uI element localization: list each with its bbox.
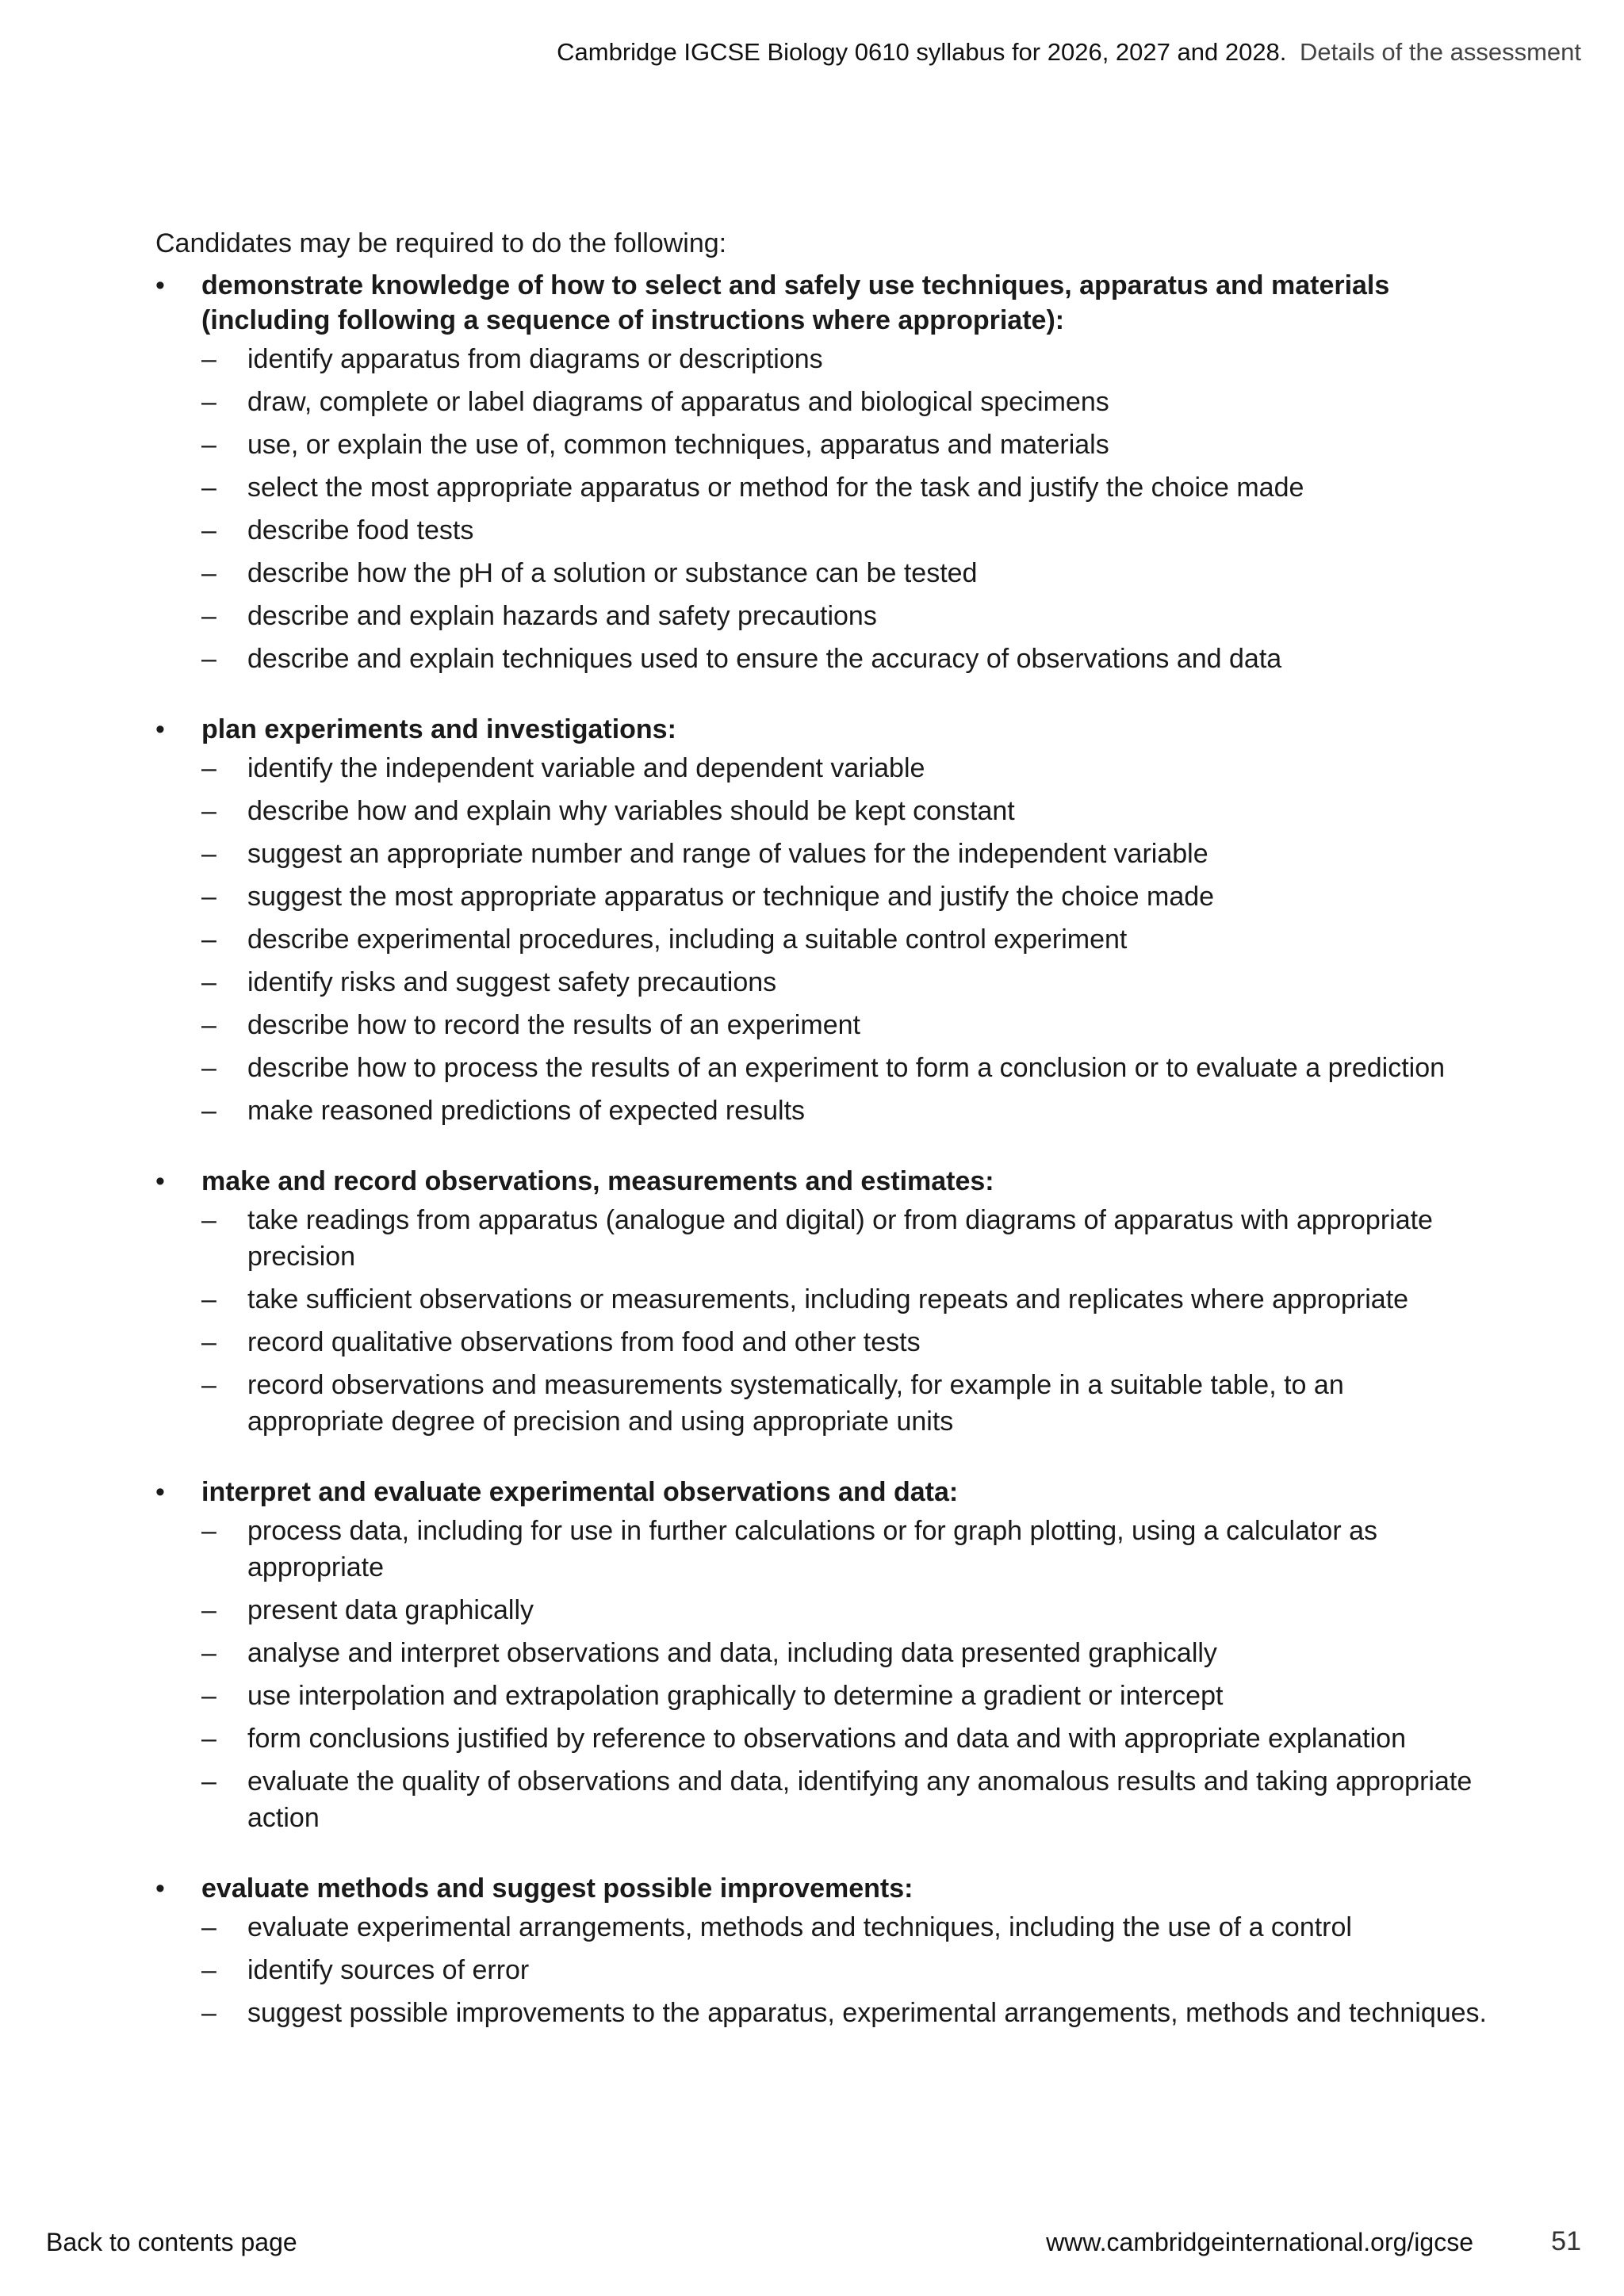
- bullet-icon: •: [155, 1873, 165, 1904]
- requirement-section: [155, 1871, 1488, 2031]
- list-item: [201, 469, 1488, 506]
- list-item-text: select the most appropriate apparatus or method for the task and justify the choice made: [247, 473, 1304, 503]
- dash-icon: –: [201, 753, 216, 783]
- section-heading: [155, 1164, 1488, 1199]
- list-item-text: suggest an appropriate number and range of values for the independent variable: [247, 839, 1208, 869]
- section-heading: [155, 712, 1488, 747]
- sub-item-list: [201, 1513, 1488, 1836]
- list-item-text: present data graphically: [247, 1595, 534, 1625]
- section-title: plan experiments and investigations:: [201, 714, 676, 744]
- list-item-text: identify risks and suggest safety precautions: [247, 967, 777, 997]
- list-item: [201, 341, 1488, 377]
- list-item-text: record observations and measurements systematically, for example in a suitable table, to an appropriate degree of precision and using appropriate units: [247, 1370, 1344, 1437]
- list-item-text: process data, including for use in further calculations or for graph plotting, using a calculator as appropriate: [247, 1516, 1378, 1582]
- bullet-icon: •: [155, 1166, 165, 1196]
- list-item-text: suggest the most appropriate apparatus or technique and justify the choice made: [247, 882, 1215, 912]
- requirement-section: [155, 268, 1488, 677]
- list-item-text: draw, complete or label diagrams of apparatus and biological specimens: [247, 387, 1109, 417]
- requirements-list: [155, 268, 1488, 2031]
- dash-icon: –: [201, 1096, 216, 1126]
- sub-item-list: [201, 750, 1488, 1129]
- bullet-icon: •: [155, 1477, 165, 1507]
- dash-icon: –: [201, 1516, 216, 1546]
- dash-icon: –: [201, 344, 216, 374]
- list-item-text: make reasoned predictions of expected results: [247, 1096, 806, 1126]
- dash-icon: –: [201, 430, 216, 460]
- list-item: [201, 1007, 1488, 1043]
- bullet-icon: •: [155, 270, 165, 300]
- back-to-contents-link[interactable]: Back to contents page: [46, 2228, 297, 2256]
- list-item: [201, 921, 1488, 958]
- list-item-text: describe and explain hazards and safety precautions: [247, 601, 877, 631]
- list-item-text: evaluate the quality of observations and data, identifying any anomalous results and taking appropriate action: [247, 1766, 1473, 1833]
- list-item-text: describe experimental procedures, including a suitable control experiment: [247, 924, 1128, 955]
- dash-icon: –: [201, 1053, 216, 1083]
- list-item-text: identify sources of error: [247, 1955, 530, 1985]
- section-heading: [155, 268, 1488, 338]
- dash-icon: –: [201, 924, 216, 955]
- dash-icon: –: [201, 515, 216, 545]
- dash-icon: –: [201, 1998, 216, 2028]
- intro-text: Candidates may be required to do the following:: [155, 228, 727, 258]
- list-item: [201, 555, 1488, 591]
- list-item-text: form conclusions justified by reference to observations and data and with appropriate explanation: [247, 1724, 1406, 1754]
- list-item-text: record qualitative observations from food and other tests: [247, 1327, 921, 1357]
- list-item: [201, 1592, 1488, 1628]
- dash-icon: –: [201, 1912, 216, 1942]
- list-item: [201, 878, 1488, 915]
- main-content: [155, 224, 1488, 2066]
- list-item-text: evaluate experimental arrangements, methods and techniques, including the use of a control: [247, 1912, 1352, 1942]
- dash-icon: –: [201, 1284, 216, 1314]
- requirement-section: [155, 712, 1488, 1129]
- list-item: [201, 1202, 1488, 1275]
- sub-item-list: [201, 1202, 1488, 1440]
- list-item-text: describe how to record the results of an experiment: [247, 1010, 860, 1040]
- bullet-icon: •: [155, 714, 165, 744]
- list-item-text: analyse and interpret observations and data, including data presented graphically: [247, 1638, 1217, 1668]
- dash-icon: –: [201, 882, 216, 912]
- list-item: [201, 384, 1488, 420]
- section-heading: [155, 1871, 1488, 1906]
- dash-icon: –: [201, 387, 216, 417]
- list-item-text: describe and explain techniques used to ensure the accuracy of observations and data: [247, 644, 1282, 674]
- sub-item-list: [201, 341, 1488, 677]
- list-item: [201, 1995, 1488, 2031]
- list-item: [201, 1050, 1488, 1086]
- website-link[interactable]: www.cambridgeinternational.org/igcse: [1046, 2228, 1473, 2256]
- section-title: evaluate methods and suggest possible improvements:: [201, 1873, 914, 1904]
- list-item: [201, 750, 1488, 786]
- document-title: Cambridge IGCSE Biology 0610 syllabus for 2026, 2027 and 2028.: [557, 38, 1287, 66]
- sub-item-list: [201, 1909, 1488, 2031]
- dash-icon: –: [201, 1205, 216, 1235]
- list-item: [201, 1909, 1488, 1946]
- page-number: 51: [1551, 2226, 1581, 2256]
- list-item: [201, 964, 1488, 1001]
- list-item: [201, 1952, 1488, 1988]
- list-item-text: describe how the pH of a solution or substance can be tested: [247, 558, 978, 588]
- dash-icon: –: [201, 1010, 216, 1040]
- list-item: [201, 1367, 1488, 1440]
- list-item-text: take readings from apparatus (analogue and digital) or from diagrams of apparatus with appropriate precision: [247, 1205, 1433, 1272]
- list-item: [201, 1324, 1488, 1360]
- list-item: [201, 1513, 1488, 1586]
- section-title: make and record observations, measurements and estimates:: [201, 1166, 994, 1196]
- list-item-text: use interpolation and extrapolation graphically to determine a gradient or intercept: [247, 1681, 1224, 1711]
- list-item: [201, 1763, 1488, 1836]
- list-item: [201, 427, 1488, 463]
- dash-icon: –: [201, 1370, 216, 1400]
- dash-icon: –: [201, 558, 216, 588]
- dash-icon: –: [201, 796, 216, 826]
- list-item: [201, 512, 1488, 549]
- section-title: demonstrate knowledge of how to select and safely use techniques, apparatus and materials (including following a sequence of instructions where appropriate):: [201, 270, 1390, 335]
- dash-icon: –: [201, 644, 216, 674]
- list-item: [201, 641, 1488, 677]
- list-item: [201, 836, 1488, 872]
- list-item: [201, 1281, 1488, 1318]
- dash-icon: –: [201, 1681, 216, 1711]
- list-item-text: identify the independent variable and dependent variable: [247, 753, 925, 783]
- list-item-text: use, or explain the use of, common techniques, apparatus and materials: [247, 430, 1109, 460]
- list-item: [201, 1720, 1488, 1757]
- list-item: [201, 1093, 1488, 1129]
- list-item-text: identify apparatus from diagrams or descriptions: [247, 344, 823, 374]
- dash-icon: –: [201, 1955, 216, 1985]
- list-item-text: suggest possible improvements to the apparatus, experimental arrangements, methods and techniques.: [247, 1998, 1488, 2028]
- page-header: [557, 38, 1581, 67]
- dash-icon: –: [201, 1327, 216, 1357]
- requirement-section: [155, 1164, 1488, 1440]
- section-heading: [155, 1475, 1488, 1510]
- dash-icon: –: [201, 1638, 216, 1668]
- list-item: [201, 1635, 1488, 1671]
- section-name: Details of the assessment: [1300, 38, 1581, 66]
- dash-icon: –: [201, 601, 216, 631]
- section-title: interpret and evaluate experimental observations and data:: [201, 1477, 959, 1507]
- list-item-text: describe food tests: [247, 515, 474, 545]
- list-item-text: describe how to process the results of an experiment to form a conclusion or to evaluate a prediction: [247, 1053, 1446, 1083]
- dash-icon: –: [201, 473, 216, 503]
- dash-icon: –: [201, 1724, 216, 1754]
- dash-icon: –: [201, 1766, 216, 1797]
- dash-icon: –: [201, 967, 216, 997]
- list-item-text: take sufficient observations or measurements, including repeats and replicates where appropriate: [247, 1284, 1409, 1314]
- list-item-text: describe how and explain why variables should be kept constant: [247, 796, 1015, 826]
- requirement-section: [155, 1475, 1488, 1836]
- dash-icon: –: [201, 839, 216, 869]
- list-item: [201, 1678, 1488, 1714]
- list-item: [201, 598, 1488, 634]
- list-item: [201, 793, 1488, 829]
- dash-icon: –: [201, 1595, 216, 1625]
